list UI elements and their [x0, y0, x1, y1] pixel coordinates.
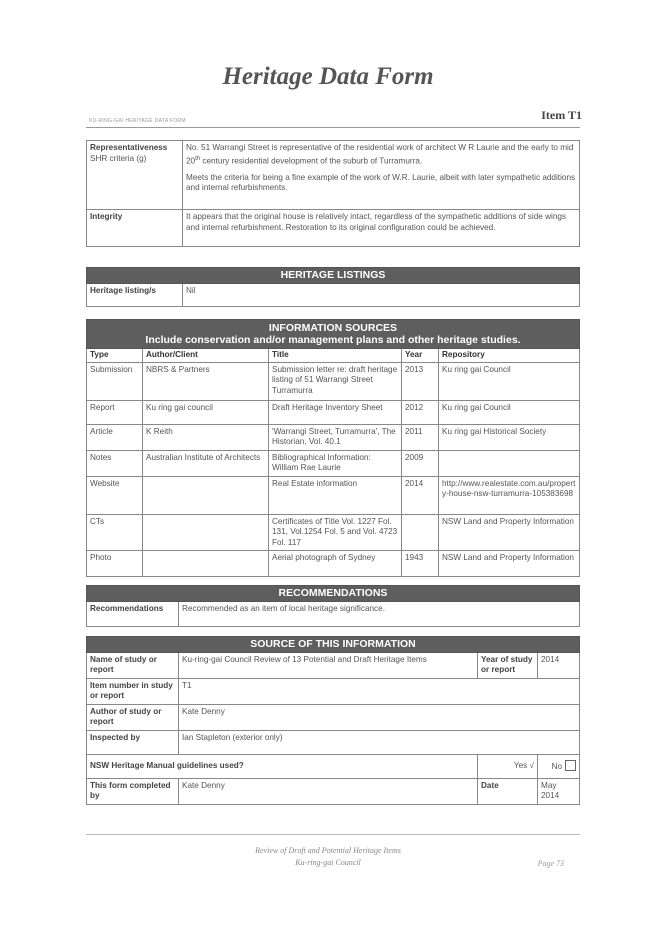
source-repository: Ku ring gai Council [439, 362, 580, 400]
table-row [87, 476, 580, 514]
source-title: Certificates of Title Vol. 1227 Fol. 131, Vol.1254 Fol. 5 and Vol. 4723 Fol. 117 [269, 514, 402, 551]
source-title: Bibliographical Information: William Rae Laurie [269, 450, 402, 476]
heritage-listings-table [86, 267, 580, 307]
information-sources-heading [87, 320, 580, 349]
guidelines-no-label: No [551, 761, 562, 771]
representativeness-paragraph-1 [186, 143, 576, 167]
table-row [87, 400, 580, 424]
footer-line-1: Review of Draft and Potential Heritage Items [255, 846, 401, 855]
source-year: 2012 [402, 400, 439, 424]
integrity-row [87, 210, 580, 247]
source-information-table [86, 636, 580, 805]
table-row [87, 362, 580, 400]
completed-by-label: This form completed by [87, 778, 179, 804]
source-type: Website [87, 476, 143, 514]
study-year-value: 2014 [538, 652, 580, 678]
source-title: Draft Heritage Inventory Sheet [269, 400, 402, 424]
integrity-text: It appears that the original house is relatively intact, regardless of the sympathetic additions of side wings and internal refurbishment. Restoration to its original configuration could be achieved. [183, 210, 580, 247]
source-type: Notes [87, 450, 143, 476]
study-year-label: Year of study or report [478, 652, 538, 678]
heritage-listings-heading: HERITAGE LISTINGS [87, 268, 580, 284]
source-author: Ku ring gai council [143, 400, 269, 424]
table-row [87, 424, 580, 450]
source-title: Submission letter re: draft heritage listing of 51 Warrangi Street Turramurra [269, 362, 402, 400]
representativeness-row [87, 141, 580, 210]
representativeness-label: Representativeness [90, 143, 168, 152]
item-number: Item T1 [541, 108, 582, 122]
source-title: Real Estate information [269, 476, 402, 514]
source-repository: Ku ring gai Council [439, 400, 580, 424]
source-author [143, 551, 269, 577]
study-name-value: Ku-ring-gai Council Review of 13 Potential and Draft Heritage Items [179, 652, 478, 678]
heritage-listing-value: Nil [183, 283, 580, 306]
table-row [87, 551, 580, 577]
completed-by-value: Kate Denny [179, 778, 478, 804]
column-header-type: Type [87, 349, 143, 363]
column-header-year: Year [402, 349, 439, 363]
column-header-repository: Repository [439, 349, 580, 363]
table-row [87, 450, 580, 476]
item-number-value: T1 [179, 678, 580, 704]
information-sources-subtitle: Include conservation and/or management plans and other heritage studies. [145, 334, 521, 346]
information-sources-title: INFORMATION SOURCES [268, 322, 398, 334]
integrity-label-cell [87, 210, 183, 247]
form-subheading: KU-RING-GAI HERITAGE DATA FORM [89, 118, 186, 124]
item-number-label: Item number in study or report [87, 678, 179, 704]
recommendations-label: Recommendations [87, 601, 179, 626]
source-author: K Reith [143, 424, 269, 450]
table-row [87, 514, 580, 551]
source-author: Australian Institute of Architects [143, 450, 269, 476]
assessment-table [86, 140, 580, 247]
inspected-by-label: Inspected by [87, 730, 179, 754]
column-header-author: Author/Client [143, 349, 269, 363]
footer-divider [86, 834, 580, 835]
source-repository: NSW Land and Property Information [439, 514, 580, 551]
recommendations-heading: RECOMMENDATIONS [87, 586, 580, 602]
recommendations-table [86, 585, 580, 627]
source-title: 'Warrangi Street, Turramurra', The Historian, Vol. 40.1 [269, 424, 402, 450]
source-year: 2013 [402, 362, 439, 400]
source-author [143, 514, 269, 551]
shr-criteria-label: SHR criteria (g) [90, 153, 147, 163]
source-type: Report [87, 400, 143, 424]
author-value: Kate Denny [179, 704, 580, 730]
header-divider [86, 127, 580, 128]
inspected-by-value: Ian Stapleton (exterior only) [179, 730, 580, 754]
source-repository: Ku ring gai Historical Society [439, 424, 580, 450]
representativeness-label-cell [87, 141, 183, 210]
guidelines-no [538, 754, 580, 778]
rep-text-superscript: th [195, 155, 201, 162]
integrity-label: Integrity [90, 212, 123, 221]
date-value: May 2014 [538, 778, 580, 804]
guidelines-label: NSW Heritage Manual guidelines used? [87, 754, 478, 778]
source-year: 2011 [402, 424, 439, 450]
representativeness-paragraph-2: Meets the criteria for being a fine example of the work of W.R. Laurie, albeit with later sympathetic additions and internal refurbishments. [186, 172, 576, 193]
source-year [402, 514, 439, 551]
source-repository: NSW Land and Property Information [439, 551, 580, 577]
page-title: Heritage Data Form [222, 63, 434, 90]
source-type: Photo [87, 551, 143, 577]
page-number: Page 73 [537, 859, 564, 868]
rep-text-part-2: century residential development of the suburb of Turramurra. [200, 156, 423, 166]
heritage-listing-label: Heritage listing/s [87, 283, 183, 306]
source-title: Aerial photograph of Sydney [269, 551, 402, 577]
source-repository: http://www.realestate.com.au/property-house-nsw-turramurra-105383698 [439, 476, 580, 514]
rep-text-part-1: No. 51 Warrangi Street is representative of the residential work of architect W R Laurie and the early to mid 20 [186, 143, 574, 166]
source-information-heading: SOURCE OF THIS INFORMATION [87, 637, 580, 653]
date-label: Date [478, 778, 538, 804]
study-name-label: Name of study or report [87, 652, 179, 678]
source-year: 2009 [402, 450, 439, 476]
column-header-title: Title [269, 349, 402, 363]
recommendations-value: Recommended as an item of local heritage significance. [179, 601, 580, 626]
source-author: NBRS & Partners [143, 362, 269, 400]
source-year: 1943 [402, 551, 439, 577]
source-author [143, 476, 269, 514]
sources-column-headers [87, 349, 580, 363]
source-repository [439, 450, 580, 476]
source-year: 2014 [402, 476, 439, 514]
representativeness-text-cell [183, 141, 580, 210]
footer-line-2: Ku-ring-gai Council [295, 858, 361, 867]
guidelines-yes: Yes √ [478, 754, 538, 778]
no-checkbox [565, 760, 576, 771]
source-type: Submission [87, 362, 143, 400]
author-label: Author of study or report [87, 704, 179, 730]
source-type: Article [87, 424, 143, 450]
source-type: CTs [87, 514, 143, 551]
information-sources-table [86, 319, 580, 577]
